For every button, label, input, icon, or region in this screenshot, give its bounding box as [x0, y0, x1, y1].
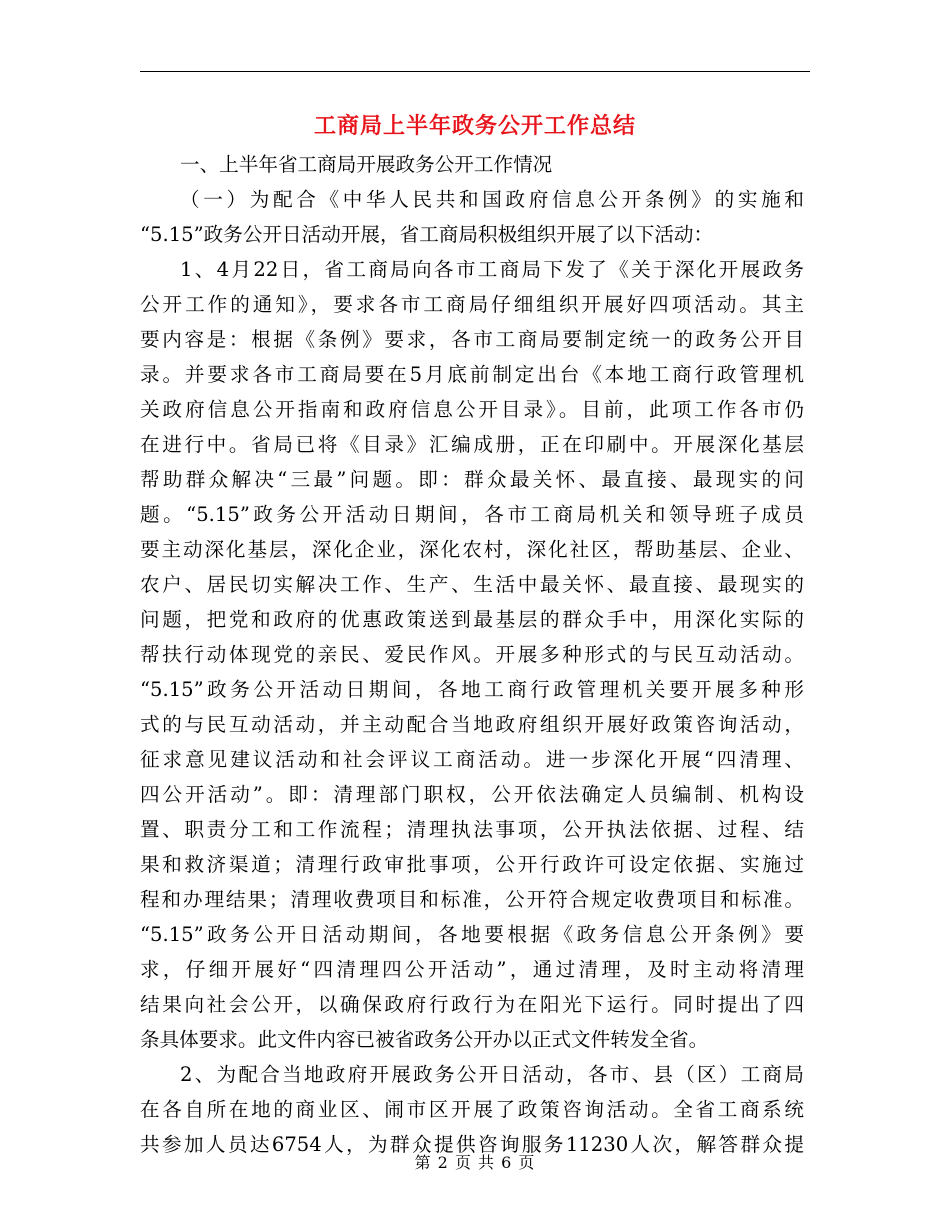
- body-line: 在各自所在地的商业区、闹市区开展了政策咨询活动。全省工商系统: [140, 1098, 804, 1121]
- body-line: 农户、居民切实解决工作、生产、生活中最关怀、最直接、最现实的: [140, 573, 804, 596]
- body-line: 帮助群众解决“三最”问题。即：群众最关怀、最直接、最现实的问: [140, 468, 804, 491]
- body-line: 公开工作的通知》，要求各市工商局仔细组织开展好四项活动。其主: [140, 293, 804, 316]
- body-line: 关政府信息公开指南和政府信息公开目录》。目前，此项工作各市仍: [140, 398, 804, 421]
- document-title: 工商局上半年政务公开工作总结: [313, 113, 636, 139]
- body-line: 2、为配合当地政府开展政务公开日活动，各市、县（区）工商局: [180, 1063, 804, 1086]
- body-line: 1、4月22日，省工商局向各市工商局下发了《关于深化开展政务: [180, 258, 804, 281]
- body-line: 录。并要求各市工商局要在5月底前制定出台《本地工商行政管理机: [140, 363, 804, 386]
- document-body: [140, 147, 804, 1162]
- body-line: 结果向社会公开，以确保政府行政行为在阳光下运行。同时提出了四: [140, 993, 804, 1016]
- body-line: 程和办理结果；清理收费项目和标准，公开符合规定收费项目和标准。: [140, 888, 804, 911]
- body-line: 要内容是：根据《条例》要求，各市工商局要制定统一的政务公开目: [140, 328, 804, 351]
- body-line: 式的与民互动活动，并主动配合当地政府组织开展好政策咨询活动，: [140, 713, 804, 736]
- body-line: 置、职责分工和工作流程；清理执法事项，公开执法依据、过程、结: [140, 818, 804, 841]
- body-line: 在进行中。省局已将《目录》汇编成册，正在印刷中。开展深化基层: [140, 433, 804, 456]
- body-line: 共参加人员达6754人，为群众提供咨询服务11230人次，解答群众提: [140, 1133, 804, 1156]
- page-number-footer: 第 2 页 共 6 页: [414, 1153, 536, 1172]
- body-line: “5.15”政务公开日活动期间，各地要根据《政务信息公开条例》要: [140, 923, 804, 946]
- body-line: （一）为配合《中华人民共和国政府信息公开条例》的实施和: [180, 188, 804, 211]
- body-line: “5.15”政务公开日活动开展，省工商局积极组织开展了以下活动：: [140, 223, 714, 246]
- header-rule: [140, 71, 810, 72]
- body-line: 帮扶行动体现党的亲民、爱民作风。开展多种形式的与民互动活动。: [140, 643, 804, 666]
- body-line: 问题，把党和政府的优惠政策送到最基层的群众手中，用深化实际的: [140, 608, 804, 631]
- body-line: 条具体要求。此文件内容已被省政务公开办以正式文件转发全省。: [140, 1028, 709, 1051]
- body-line: 四公开活动”。即：清理部门职权，公开依法确定人员编制、机构设: [140, 783, 804, 806]
- section-heading: 一、上半年省工商局开展政务公开工作情况: [180, 153, 553, 176]
- body-line: 题。“5.15”政务公开活动日期间，各市工商局机关和领导班子成员: [140, 503, 804, 526]
- body-line: “5.15”政务公开活动日期间，各地工商行政管理机关要开展多种形: [140, 678, 804, 701]
- body-line: 果和救济渠道；清理行政审批事项，公开行政许可设定依据、实施过: [140, 853, 804, 876]
- body-line: 求，仔细开展好“四清理四公开活动”，通过清理，及时主动将清理: [140, 958, 804, 981]
- body-line: 要主动深化基层，深化企业，深化农村，深化社区，帮助基层、企业、: [140, 538, 804, 561]
- body-line: 征求意见建议活动和社会评议工商活动。进一步深化开展“四清理、: [140, 748, 804, 771]
